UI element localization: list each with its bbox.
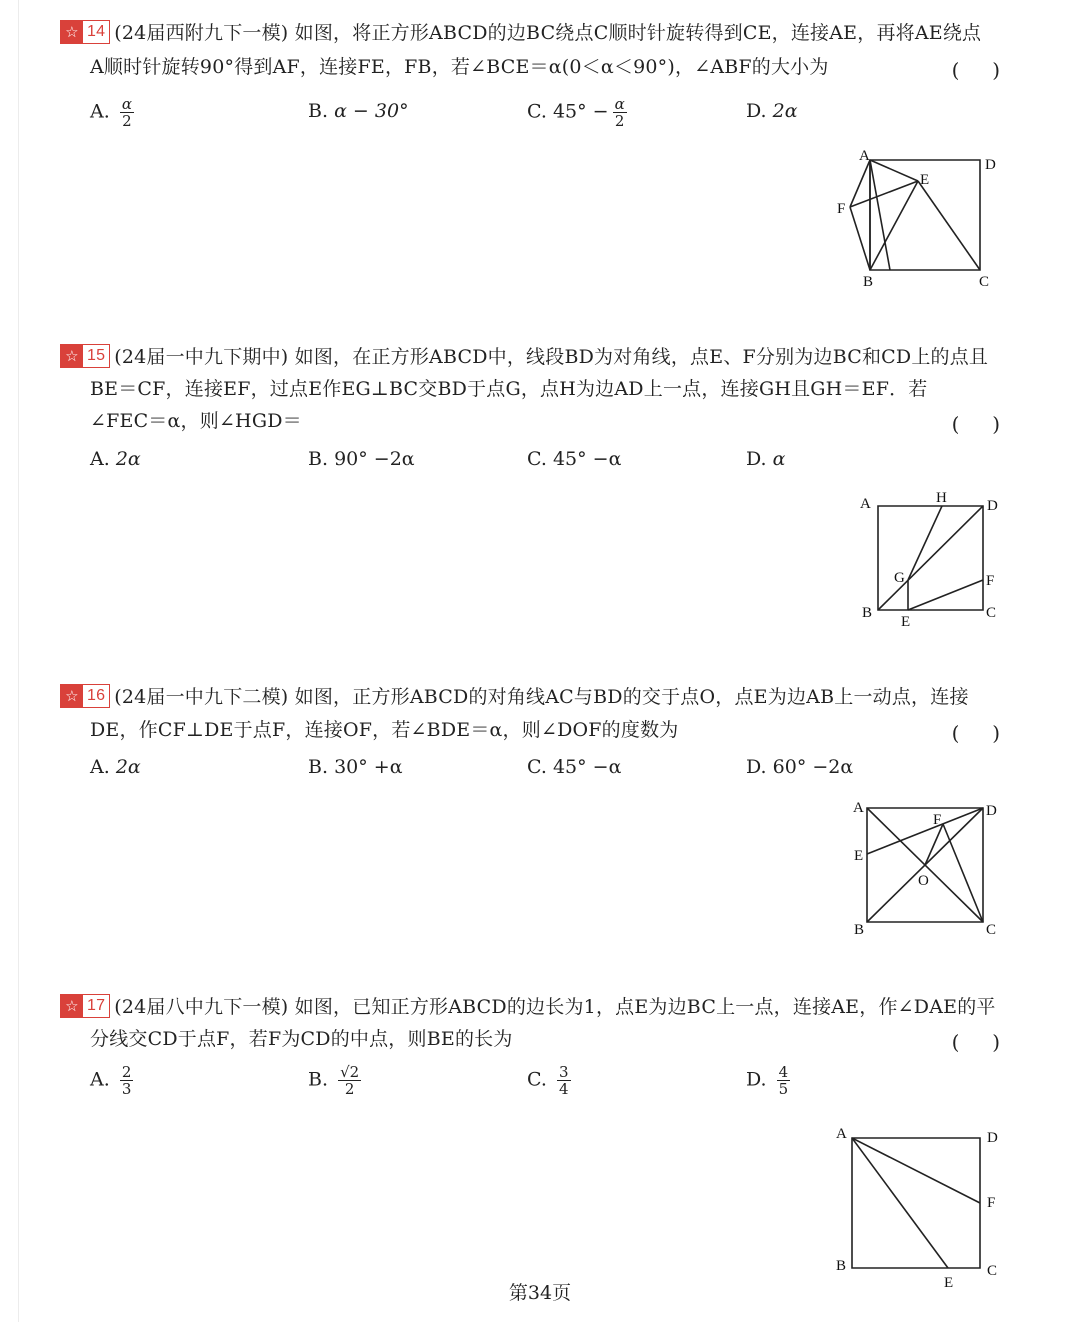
- question-line: [90, 54, 829, 80]
- point-label-a: A: [860, 496, 871, 512]
- figure-q17: [830, 1120, 1010, 1290]
- option-a: A. 2α: [90, 756, 141, 778]
- point-label-g: G: [894, 570, 905, 586]
- point-label-d: D: [987, 498, 998, 514]
- option-b: B. α − 30°: [308, 100, 409, 122]
- option-d: D. α: [746, 448, 786, 470]
- question-number: 17: [87, 997, 106, 1014]
- figure-q15: [850, 488, 1010, 628]
- fraction: $\frac{√2}{2}$: [340, 1063, 360, 1098]
- question-text: 分线交CD于点F，若F为CD的中点，则BE的长为: [90, 1028, 513, 1050]
- point-label-e: E: [944, 1275, 954, 1291]
- option-c: C. 45° − $\frac{\alpha}{2}$: [527, 95, 625, 130]
- question-text: (24届八中九下一模) 如图，已知正方形ABCD的边长为1，点E为边BC上一点，连接AE，作∠DAE的平: [114, 996, 996, 1018]
- question-line: [60, 344, 988, 370]
- figure-q16: [845, 792, 1010, 942]
- answer-paren: ( ): [951, 412, 1000, 436]
- point-label-e: E: [920, 172, 930, 188]
- segment-ce: [918, 181, 980, 270]
- star-icon: ☆: [61, 21, 83, 43]
- point-label-h: H: [936, 490, 947, 506]
- answer-paren: ( ): [951, 1030, 1000, 1054]
- question-text: (24届西附九下一模) 如图，将正方形ABCD的边BC绕点C顺时针旋转得到CE，连接AE，再将AE绕点: [114, 22, 982, 44]
- fraction: $\frac{2}{3}$: [121, 1063, 132, 1098]
- segment-aux: [870, 160, 890, 270]
- question-text: A顺时针旋转90°得到AF，连接FE，FB，若∠BCE＝α(0＜α＜90°)，∠ABF的大小为: [90, 56, 829, 78]
- star-badge: [60, 20, 110, 44]
- point-label-b: B: [863, 274, 874, 290]
- star-icon: ☆: [61, 685, 83, 707]
- question-text: DE，作CF⊥DE于点F，连接OF，若∠BDE＝α，则∠DOF的度数为: [90, 719, 679, 741]
- point-label-b: B: [854, 922, 865, 938]
- segment-fb: [850, 207, 870, 270]
- option-a: A. $\frac{2}{3}$: [90, 1063, 132, 1098]
- question-line: [90, 1026, 513, 1052]
- fraction: $\frac{\alpha}{2}$: [614, 95, 625, 130]
- segment-be: [870, 181, 918, 270]
- point-label-a: A: [836, 1126, 847, 1142]
- option-d: D. $\frac{4}{5}$: [746, 1063, 789, 1098]
- page-number: 第34页: [508, 1282, 572, 1304]
- option-b: B. 30° +α: [308, 756, 403, 778]
- question-line: [60, 684, 969, 710]
- point-label-c: C: [986, 605, 997, 621]
- point-label-f: F: [837, 201, 846, 217]
- star-badge: [60, 684, 110, 708]
- star-icon: ☆: [61, 345, 83, 367]
- star-badge: [60, 344, 110, 368]
- question-line: [90, 408, 302, 434]
- option-c: C. $\frac{3}{4}$: [527, 1063, 569, 1098]
- star-badge: [60, 994, 110, 1018]
- option-a: A. 2α: [90, 448, 141, 470]
- point-label-d: D: [986, 803, 997, 819]
- segment-cf: [943, 824, 983, 922]
- question-line: [60, 994, 996, 1020]
- question-text: ∠FEC＝α，则∠HGD＝: [90, 410, 302, 432]
- segment-ef: [908, 580, 983, 610]
- question-line: [90, 717, 678, 743]
- fraction: $\frac{3}{4}$: [558, 1063, 569, 1098]
- question-text: BE＝CF，连接EF，过点E作EG⊥BC交BD于点G，点H为边AD上一点，连接GH且GH＝EF．若: [90, 378, 928, 400]
- point-label-b: B: [836, 1258, 847, 1274]
- question-number: 16: [87, 687, 106, 704]
- option-c: C. 45° −α: [527, 756, 622, 778]
- question-number: 15: [87, 347, 106, 364]
- star-icon: ☆: [61, 995, 83, 1017]
- point-label-c: C: [987, 1263, 998, 1279]
- point-label-d: D: [987, 1130, 998, 1146]
- point-label-d: D: [985, 157, 996, 173]
- answer-paren: ( ): [951, 721, 1000, 745]
- fraction: $\frac{\alpha}{2}$: [121, 95, 132, 130]
- segment-de: [867, 808, 983, 854]
- question-number: 14: [87, 23, 106, 40]
- page-margin-rule: [18, 0, 19, 1322]
- figure-q14: [830, 145, 1010, 295]
- option-a: A. $\frac{\alpha}{2}$: [90, 95, 132, 130]
- option-b: B. 90° −2α: [308, 448, 415, 470]
- segment-ae: [852, 1138, 948, 1268]
- question-line: [60, 20, 981, 46]
- point-label-b: B: [862, 605, 873, 621]
- question-text: (24届一中九下二模) 如图，正方形ABCD的对角线AC与BD的交于点O，点E为边AB上一动点，连接: [114, 686, 969, 708]
- point-label-o: O: [918, 873, 929, 889]
- point-label-f: F: [987, 1195, 996, 1211]
- fraction: $\frac{4}{5}$: [778, 1063, 789, 1098]
- point-label-f: F: [933, 812, 942, 828]
- point-label-c: C: [979, 274, 990, 290]
- option-d: D. 60° −2α: [746, 756, 854, 778]
- point-label-a: A: [859, 148, 870, 164]
- square-abcd: [852, 1138, 980, 1268]
- point-label-a: A: [853, 800, 864, 816]
- answer-paren: ( ): [951, 58, 1000, 82]
- segment-af: [852, 1138, 980, 1203]
- segment-ae: [870, 160, 918, 181]
- question-line: [90, 376, 928, 402]
- option-c: C. 45° −α: [527, 448, 622, 470]
- point-label-c: C: [986, 922, 997, 938]
- point-label-e: E: [854, 848, 864, 864]
- option-d: D. 2α: [746, 100, 798, 122]
- question-text: (24届一中九下期中) 如图，在正方形ABCD中，线段BD为对角线，点E、F分别为边BC和CD上的点且: [114, 346, 989, 368]
- point-label-f: F: [986, 573, 995, 589]
- segment-gh: [908, 506, 942, 580]
- diagonal-bd: [878, 506, 983, 610]
- point-label-e: E: [901, 614, 911, 630]
- option-b: B. $\frac{√2}{2}$: [308, 1063, 360, 1098]
